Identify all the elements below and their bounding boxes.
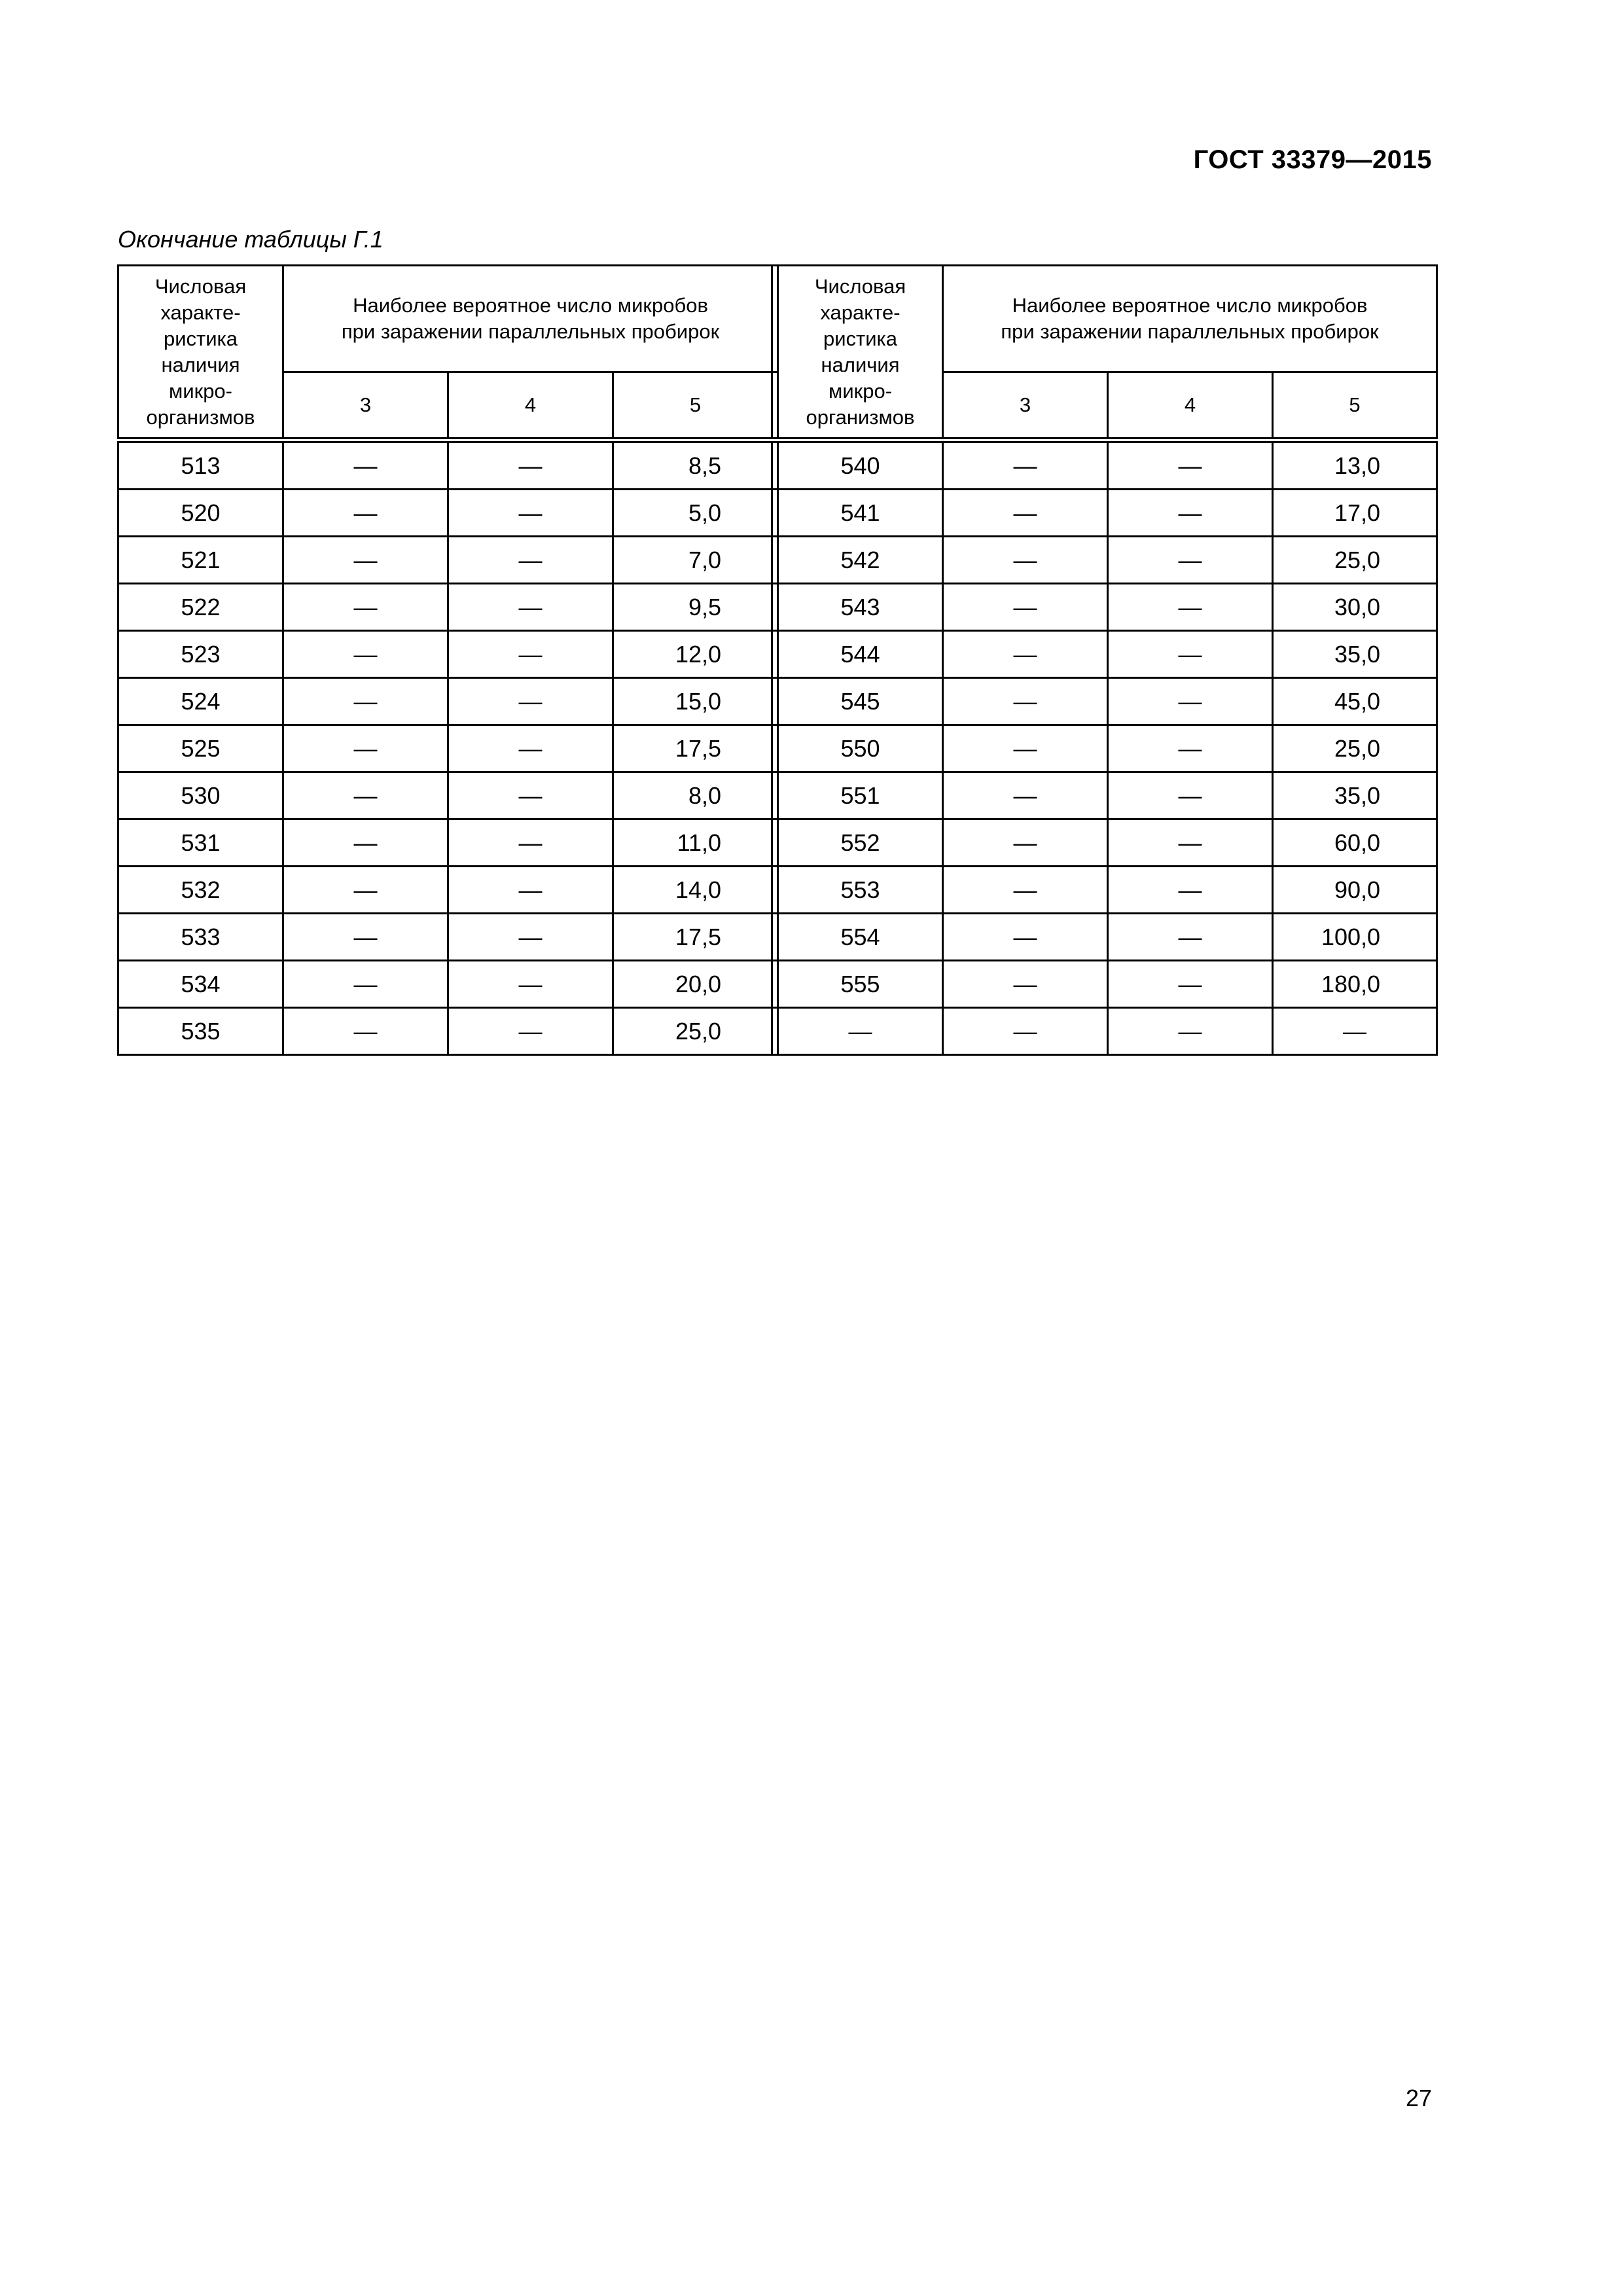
- cell-count-5-right: 13,0: [1273, 440, 1437, 490]
- document-code: ГОСТ 33379—2015: [1193, 145, 1432, 174]
- cell-count-5-left: 17,5: [613, 914, 778, 961]
- group-header-text: Наиболее вероятное число микробов при заражении параллельных пробирок: [341, 294, 720, 343]
- table-row: [118, 961, 1437, 1008]
- cell-characteristic-right: 541: [778, 490, 943, 537]
- cell-count-4-left: —: [448, 819, 613, 867]
- cell-count-4-right: —: [1108, 725, 1273, 772]
- cell-count-5-left: 5,0: [613, 490, 778, 537]
- cell-count-4-left: —: [448, 678, 613, 725]
- cell-count-5-left: 11,0: [613, 819, 778, 867]
- cell-characteristic-right: 551: [778, 772, 943, 819]
- cell-count-3-left: —: [283, 1008, 448, 1055]
- cell-count-4-left: —: [448, 914, 613, 961]
- cell-characteristic-right: —: [778, 1008, 943, 1055]
- cell-count-3-left: —: [283, 584, 448, 631]
- cell-count-5-right: —: [1273, 1008, 1437, 1055]
- table-row: [118, 490, 1437, 537]
- cell-characteristic-left: 525: [118, 725, 283, 772]
- table-row: [118, 678, 1437, 725]
- cell-count-3-right: —: [943, 819, 1108, 867]
- cell-characteristic-left: 534: [118, 961, 283, 1008]
- cell-count-4-left: —: [448, 772, 613, 819]
- cell-count-3-left: —: [283, 440, 448, 490]
- cell-characteristic-left: 533: [118, 914, 283, 961]
- column-header-characteristic-right: [778, 266, 943, 440]
- cell-count-3-left: —: [283, 490, 448, 537]
- cell-count-4-left: —: [448, 867, 613, 914]
- cell-count-4-right: —: [1108, 961, 1273, 1008]
- cell-characteristic-right: 552: [778, 819, 943, 867]
- cell-count-5-left: 20,0: [613, 961, 778, 1008]
- cell-count-3-right: —: [943, 914, 1108, 961]
- cell-characteristic-left: 532: [118, 867, 283, 914]
- cell-count-4-right: —: [1108, 631, 1273, 678]
- cell-count-3-left: —: [283, 772, 448, 819]
- cell-count-5-right: 90,0: [1273, 867, 1437, 914]
- subheader-4-left: 4: [448, 372, 613, 440]
- cell-count-4-right: —: [1108, 867, 1273, 914]
- cell-count-4-right: —: [1108, 584, 1273, 631]
- cell-count-3-right: —: [943, 725, 1108, 772]
- cell-count-5-left: 14,0: [613, 867, 778, 914]
- mpn-table: [117, 264, 1438, 1056]
- cell-count-4-left: —: [448, 631, 613, 678]
- cell-count-4-right: —: [1108, 440, 1273, 490]
- cell-count-3-right: —: [943, 584, 1108, 631]
- subheader-5-right: 5: [1273, 372, 1437, 440]
- cell-count-3-left: —: [283, 678, 448, 725]
- cell-count-3-right: —: [943, 1008, 1108, 1055]
- cell-count-5-right: 25,0: [1273, 725, 1437, 772]
- cell-characteristic-right: 553: [778, 867, 943, 914]
- subheader-4-right: 4: [1108, 372, 1273, 440]
- cell-characteristic-right: 543: [778, 584, 943, 631]
- cell-count-4-right: —: [1108, 678, 1273, 725]
- subheader-5-left: 5: [613, 372, 778, 440]
- cell-characteristic-left: 524: [118, 678, 283, 725]
- cell-count-5-left: 7,0: [613, 537, 778, 584]
- cell-count-3-right: —: [943, 961, 1108, 1008]
- column-header-characteristic-left: [118, 266, 283, 440]
- cell-characteristic-left: 523: [118, 631, 283, 678]
- cell-count-3-left: —: [283, 537, 448, 584]
- cell-characteristic-left: 530: [118, 772, 283, 819]
- cell-count-3-right: —: [943, 440, 1108, 490]
- cell-count-5-right: 60,0: [1273, 819, 1437, 867]
- cell-count-4-left: —: [448, 1008, 613, 1055]
- cell-count-3-right: —: [943, 537, 1108, 584]
- column-header-group-left: [283, 266, 778, 372]
- cell-characteristic-right: 542: [778, 537, 943, 584]
- cell-count-5-left: 8,5: [613, 440, 778, 490]
- cell-count-5-right: 30,0: [1273, 584, 1437, 631]
- table-row: [118, 914, 1437, 961]
- cell-count-4-right: —: [1108, 914, 1273, 961]
- cell-count-4-right: —: [1108, 819, 1273, 867]
- cell-count-5-left: 8,0: [613, 772, 778, 819]
- cell-count-5-left: 9,5: [613, 584, 778, 631]
- characteristic-header-text: Числовая характе- ристика наличия микро- организмов: [146, 274, 255, 429]
- table-row: [118, 725, 1437, 772]
- cell-count-3-left: —: [283, 725, 448, 772]
- cell-count-4-right: —: [1108, 537, 1273, 584]
- cell-characteristic-right: 550: [778, 725, 943, 772]
- cell-count-5-right: 35,0: [1273, 772, 1437, 819]
- cell-characteristic-left: 520: [118, 490, 283, 537]
- cell-count-3-right: —: [943, 772, 1108, 819]
- group-header-text: Наиболее вероятное число микробов при заражении параллельных пробирок: [1001, 294, 1379, 343]
- cell-count-5-right: 100,0: [1273, 914, 1437, 961]
- cell-count-4-right: —: [1108, 1008, 1273, 1055]
- cell-count-4-left: —: [448, 584, 613, 631]
- page-number: 27: [1405, 2085, 1432, 2111]
- cell-count-3-left: —: [283, 961, 448, 1008]
- cell-characteristic-left: 535: [118, 1008, 283, 1055]
- table-caption: Окончание таблицы Г.1: [118, 226, 383, 253]
- cell-count-4-right: —: [1108, 490, 1273, 537]
- cell-count-3-left: —: [283, 819, 448, 867]
- cell-characteristic-right: 544: [778, 631, 943, 678]
- table-row: [118, 867, 1437, 914]
- cell-count-5-right: 180,0: [1273, 961, 1437, 1008]
- cell-count-3-right: —: [943, 631, 1108, 678]
- subheader-3-right: 3: [943, 372, 1108, 440]
- characteristic-header-text: Числовая характе- ристика наличия микро- организмов: [806, 274, 915, 429]
- cell-characteristic-left: 522: [118, 584, 283, 631]
- cell-characteristic-right: 540: [778, 440, 943, 490]
- table-row: [118, 819, 1437, 867]
- cell-count-3-left: —: [283, 867, 448, 914]
- cell-count-5-left: 12,0: [613, 631, 778, 678]
- cell-count-5-left: 25,0: [613, 1008, 778, 1055]
- cell-count-4-left: —: [448, 725, 613, 772]
- table-row: [118, 537, 1437, 584]
- cell-count-4-left: —: [448, 961, 613, 1008]
- cell-characteristic-right: 554: [778, 914, 943, 961]
- table-body: [118, 440, 1437, 1055]
- cell-characteristic-left: 521: [118, 537, 283, 584]
- cell-count-4-left: —: [448, 490, 613, 537]
- cell-count-5-right: 35,0: [1273, 631, 1437, 678]
- table-row: [118, 584, 1437, 631]
- cell-count-5-left: 15,0: [613, 678, 778, 725]
- cell-count-3-right: —: [943, 867, 1108, 914]
- cell-characteristic-left: 531: [118, 819, 283, 867]
- table-row: [118, 772, 1437, 819]
- column-header-group-right: [943, 266, 1437, 372]
- cell-count-3-left: —: [283, 914, 448, 961]
- cell-count-3-left: —: [283, 631, 448, 678]
- cell-count-3-right: —: [943, 490, 1108, 537]
- cell-count-5-right: 45,0: [1273, 678, 1437, 725]
- cell-count-5-right: 25,0: [1273, 537, 1437, 584]
- cell-count-5-right: 17,0: [1273, 490, 1437, 537]
- cell-count-4-right: —: [1108, 772, 1273, 819]
- table-row: [118, 440, 1437, 490]
- cell-count-3-right: —: [943, 678, 1108, 725]
- subheader-3-left: 3: [283, 372, 448, 440]
- cell-count-4-left: —: [448, 440, 613, 490]
- cell-characteristic-right: 545: [778, 678, 943, 725]
- table-row: [118, 631, 1437, 678]
- cell-count-4-left: —: [448, 537, 613, 584]
- cell-count-5-left: 17,5: [613, 725, 778, 772]
- table-row: [118, 1008, 1437, 1055]
- cell-characteristic-right: 555: [778, 961, 943, 1008]
- cell-characteristic-left: 513: [118, 440, 283, 490]
